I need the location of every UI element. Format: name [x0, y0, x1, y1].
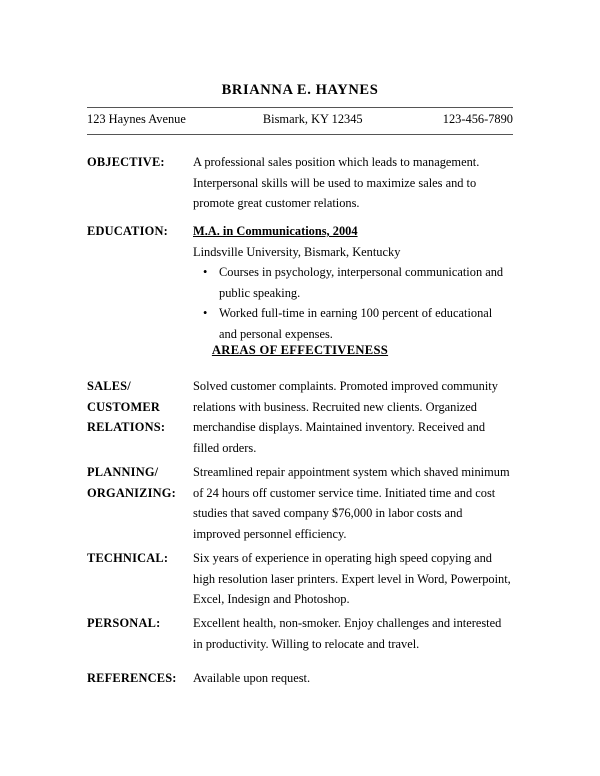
section-label-education: EDUCATION: [87, 224, 168, 238]
contact-address: 123 Haynes Avenue [87, 112, 186, 126]
sales-text: Solved customer complaints. Promoted improved community relations with business. Recruited new clients. Organized merchandise displays. Maintained inventory. Received and filled orders. [193, 379, 498, 455]
education-school: Lindsville University, Bismark, Kentucky [193, 244, 401, 259]
section-body-planning-organizing [193, 462, 513, 544]
section-label-personal: PERSONAL: [87, 616, 161, 630]
section-label-objective: OBJECTIVE: [87, 155, 165, 169]
section-label-line: SALES/ [87, 379, 131, 393]
list-item: • Courses in psychology, interpersonal communication and public speaking. [202, 262, 513, 303]
candidate-name: BRIANNA E. HAYNES [221, 82, 379, 98]
section-body-references [193, 668, 513, 689]
header-rule-top [87, 107, 513, 108]
section-education [87, 221, 513, 345]
section-references [87, 668, 513, 689]
section-body-education [193, 221, 513, 345]
technical-text: Six years of experience in operating high speed copying and high resolution laser printers. Expert level in Word, Powerpoint, Excel, Indesign and Photoshop. [193, 551, 511, 607]
contact-city-state-zip: Bismark, KY 12345 [262, 112, 363, 126]
section-personal [87, 613, 513, 654]
references-text: Available upon request. [193, 671, 311, 685]
section-label-sales-customer-relations [87, 376, 193, 438]
section-body-objective [193, 152, 513, 214]
list-item: • Worked full-time in earning 100 percent of educational and personal expenses. [202, 303, 513, 344]
planning-text: Streamlined repair appointment system which shaved minimum of 24 hours off customer service time. Initiated time and cost studies that saved company $76,000 in labor costs and improved personnel efficiency. [193, 465, 510, 541]
section-body-personal [193, 613, 513, 654]
section-label-line: ORGANIZING: [87, 485, 176, 500]
section-label-line: RELATIONS: [87, 420, 166, 435]
section-sales-customer-relations [87, 376, 513, 458]
section-technical [87, 548, 513, 610]
education-degree: M.A. in Communications, 2004 [193, 224, 358, 238]
section-body-technical [193, 548, 513, 610]
section-label-line: CUSTOMER [87, 399, 160, 414]
contact-line [87, 112, 513, 127]
section-label-references: REFERENCES: [87, 671, 177, 685]
objective-text: A professional sales position which leads to management. Interpersonal skills will be used to maximize sales and to promote great customer relations. [193, 155, 480, 211]
areas-of-effectiveness-heading: AREAS OF EFFECTIVENESS [211, 343, 389, 357]
section-label-technical: TECHNICAL: [87, 551, 169, 565]
section-objective [87, 152, 513, 214]
section-label-line: PLANNING/ [87, 465, 159, 479]
section-planning-organizing [87, 462, 513, 544]
section-body-sales-customer-relations [193, 376, 513, 458]
education-bullet-list [193, 262, 513, 344]
contact-phone: 123-456-7890 [442, 112, 513, 126]
header-rule-bottom [87, 134, 513, 135]
personal-text: Excellent health, non-smoker. Enjoy challenges and interested in productivity. Willing to relocate and travel. [193, 616, 502, 651]
section-label-planning-organizing [87, 462, 193, 503]
